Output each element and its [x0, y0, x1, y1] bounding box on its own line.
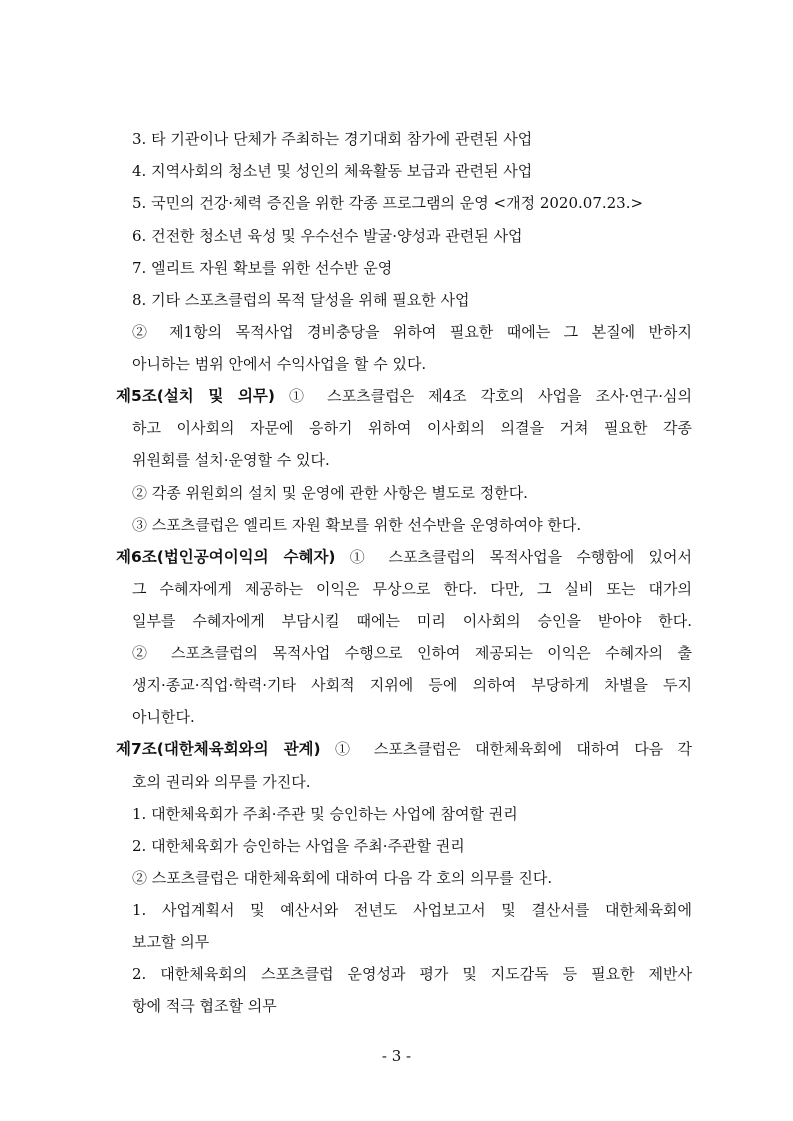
article-7-heading [116, 739, 692, 759]
article-7-item-2: 2. 대한체육회가 승인하는 사업을 주최·주관할 권리 [132, 837, 465, 855]
article-6-text: ① 스포츠클럽의 목적사업을 수행함에 있어서 [335, 548, 692, 566]
article-5-para-3: ③ 스포츠클럽은 엘리트 자원 확보를 위한 선수반을 운영하여야 한다. [132, 516, 582, 534]
article-7-text: ① 스포츠클럽은 대한체육회에 대하여 다음 각 [320, 740, 692, 758]
article-7-duty-1: 1. 사업계획서 및 예산서와 전년도 사업보고서 및 결산서를 대한체육회에 [132, 901, 692, 919]
item-6: 6. 건전한 청소년 육성 및 우수선수 발굴·양성과 관련된 사업 [132, 227, 523, 245]
article-7-para-2: ② 스포츠클럽은 대한체육회에 대하여 다음 각 호의 의무를 진다. [132, 869, 553, 887]
article-7-duty-2-cont: 항에 적극 협조할 의무 [132, 997, 277, 1015]
article-6-para-2: ② 스포츠클럽의 목적사업 수행으로 인하여 제공되는 이익은 수혜자의 출 [132, 644, 692, 662]
article-5-title: 제5조(설치 및 의무) [116, 387, 275, 405]
item-7: 7. 엘리트 자원 확보를 위한 선수반 운영 [132, 259, 393, 277]
item-5: 5. 국민의 건강·체력 증진을 위한 각종 프로그램의 운영 <개정 2020.07.23.> [132, 194, 644, 212]
item-3: 3. 타 기관이나 단체가 주최하는 경기대회 참가에 관련된 사업 [132, 130, 533, 148]
article-6-line: 일부를 수혜자에게 부담시킬 때에는 미리 이사회의 승인을 받아야 한다. [132, 612, 692, 630]
article-7-duty-1-cont: 보고할 의무 [132, 933, 210, 951]
article-5-line: 하고 이사회의 자문에 응하기 위하여 이사회의 의결을 거쳐 필요한 각종 [132, 419, 692, 437]
article-6-line: 그 수혜자에게 제공하는 이익은 무상으로 한다. 다만, 그 실비 또는 대가의 [132, 580, 692, 598]
article-6-title: 제6조(법인공여이익의 수혜자) [116, 548, 336, 566]
article-6-line: 아니한다. [132, 708, 195, 726]
article-6-line: 생지·종교·직업·학력·기타 사회적 지위에 등에 의하여 부당하게 차별을 두지 [132, 676, 692, 694]
article-5-line: 위원회를 설치·운영할 수 있다. [132, 451, 330, 469]
article-5-text: ① 스포츠클럽은 제4조 각호의 사업을 조사·연구·심의 [275, 387, 692, 405]
article-5-para-2: ② 각종 위원회의 설치 및 운영에 관한 사항은 별도로 정한다. [132, 484, 528, 502]
article-7-title: 제7조(대한체육회와의 관계) [116, 740, 321, 758]
article-5-heading [116, 386, 692, 406]
page-number: - 3 - [381, 1047, 412, 1065]
article-6-heading [116, 547, 692, 567]
article-7-duty-2: 2. 대한체육회의 스포츠클럽 운영성과 평가 및 지도감독 등 필요한 제반사 [132, 965, 692, 983]
article-7-item-1: 1. 대한체육회가 주최·주관 및 승인하는 사업에 참여할 권리 [132, 805, 518, 823]
item-8: 8. 기타 스포츠클럽의 목적 달성을 위해 필요한 사업 [132, 291, 470, 309]
article-7-line: 호의 권리와 의무를 가진다. [132, 773, 311, 791]
item-4: 4. 지역사회의 청소년 및 성인의 체육활동 보급과 관련된 사업 [132, 162, 533, 180]
paragraph-2-cont: 아니하는 범위 안에서 수익사업을 할 수 있다. [132, 355, 427, 373]
paragraph-2: ② 제1항의 목적사업 경비충당을 위하여 필요한 때에는 그 본질에 반하지 [132, 323, 692, 341]
